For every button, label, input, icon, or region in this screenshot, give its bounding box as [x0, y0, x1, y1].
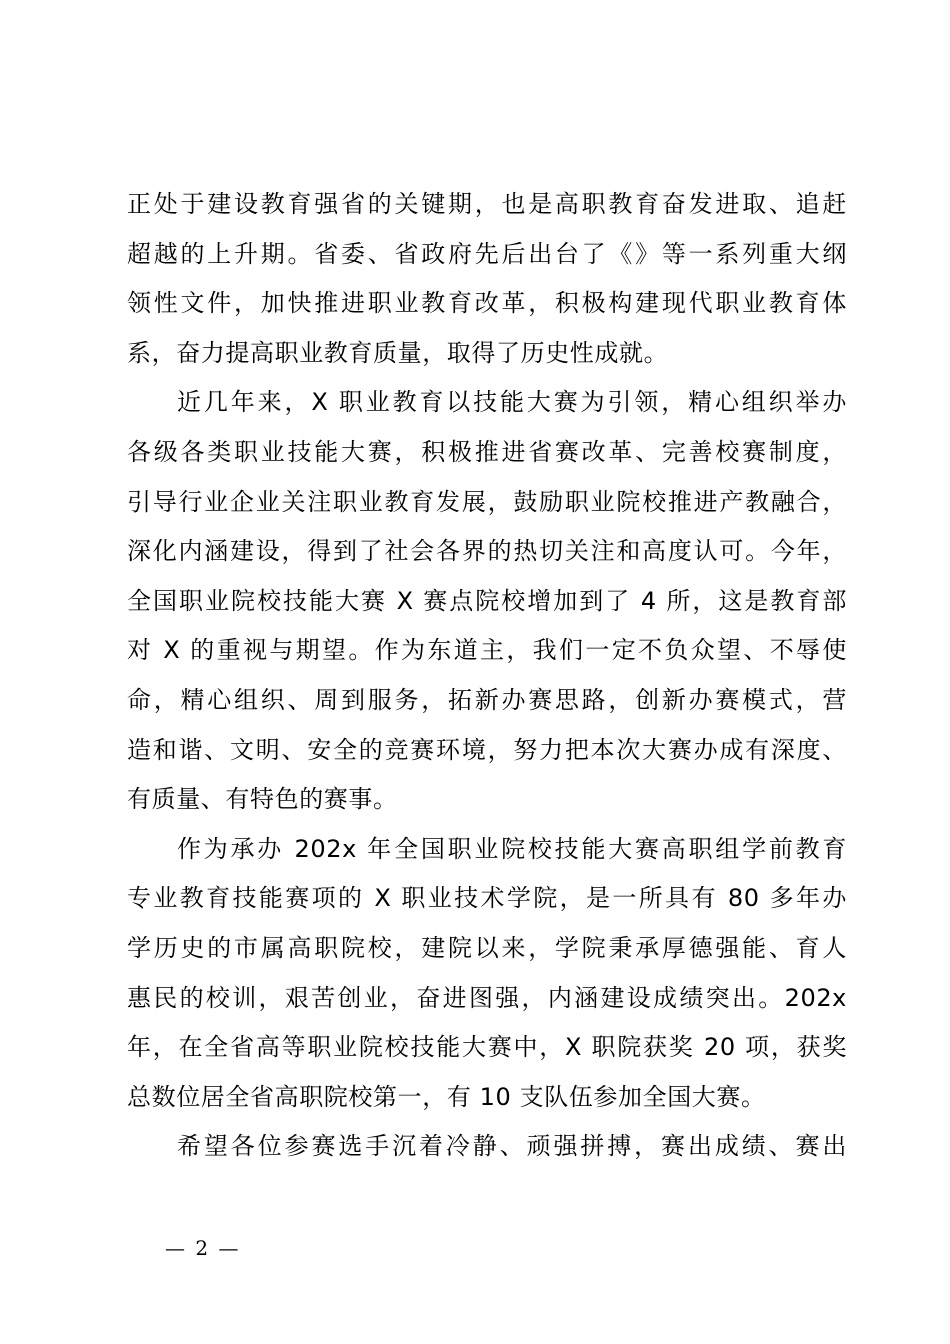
- text-line: 各级各类职业技能大赛，积极推进省赛改革、完善校赛制度，: [127, 437, 847, 466]
- text-line: 全国职业院校技能大赛 X 赛点院校增加到了 4 所，这是教育部: [127, 586, 847, 615]
- text-line: 系，奋力提高职业教育质量，取得了历史性成就。: [127, 338, 669, 367]
- text-line: 惠民的校训，艰苦创业，奋进图强，内涵建设成绩突出。202x: [127, 983, 847, 1012]
- text-line: 造和谐、文明、安全的竞赛环境，努力把本次大赛办成有深度、: [127, 735, 847, 764]
- text-line: 深化内涵建设，得到了社会各界的热切关注和高度认可。今年，: [127, 537, 847, 566]
- text-line: 希望各位参赛选手沉着冷静、顽强拼搏，赛出成绩、赛出: [177, 1132, 847, 1161]
- text-line: 近几年来，X 职业教育以技能大赛为引领，精心组织举办: [177, 388, 847, 417]
- paragraph: [127, 825, 847, 1123]
- text-line: 学历史的市属高职院校，建院以来，学院秉承厚德强能、育人: [127, 933, 847, 962]
- text-line: 正处于建设教育强省的关键期，也是高职教育奋发进取、追赶: [127, 190, 847, 218]
- text-line: 总数位居全省高职院校第一，有 10 支队伍参加全国大赛。: [127, 1082, 766, 1111]
- text-line: 超越的上升期。省委、省政府先后出台了《》等一系列重大纲: [127, 239, 847, 268]
- text-line: 有质量、有特色的赛事。: [127, 785, 398, 814]
- page-number: — 2 —: [165, 1236, 241, 1260]
- text-line: 引导行业企业关注职业教育发展，鼓励职业院校推进产教融合，: [127, 487, 847, 516]
- paragraph: [127, 378, 847, 824]
- body-text: [127, 180, 847, 1172]
- paragraph: [127, 180, 847, 378]
- text-line: 领性文件，加快推进职业教育改革，积极构建现代职业教育体: [127, 289, 847, 318]
- text-line: 对 X 的重视与期望。作为东道主，我们一定不负众望、不辱使: [127, 636, 847, 665]
- text-line: 专业教育技能赛项的 X 职业技术学院，是一所具有 80 多年办: [127, 884, 847, 913]
- text-line: 年，在全省高等职业院校技能大赛中，X 职院获奖 20 项，获奖: [127, 1033, 847, 1062]
- text-line: 作为承办 202x 年全国职业院校技能大赛高职组学前教育: [177, 834, 847, 863]
- paragraph: [127, 1122, 847, 1172]
- text-line: 命，精心组织、周到服务，拓新办赛思路，创新办赛模式，营: [127, 685, 847, 714]
